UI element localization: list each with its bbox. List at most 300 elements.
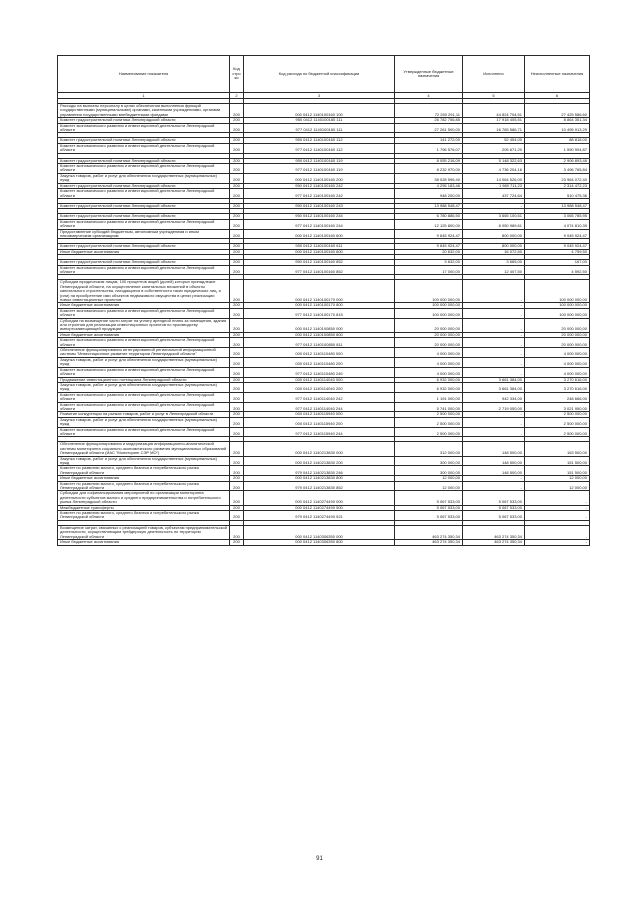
row-name: Обеспечение функционирования интегрированной региональной информационной системы "Инвестиционное развитие территории Ленинградской области" [58,348,230,358]
row-unexecuted: 3 065 785,95 [525,214,590,219]
row-executed: - [463,203,525,208]
row-code: 200 [230,203,244,208]
row-kbk: 000 0412 1140115940 200 [244,417,395,427]
row-kbk: 977 0412 1140100160 852 [244,265,395,275]
row-executed: 8 050 989,61 [463,219,525,229]
row-code: 200 [230,402,244,412]
row-executed: - [463,280,525,303]
row-executed: - [463,427,525,437]
row-code: 200 [230,491,244,505]
row-executed: 3 665,00 [463,260,525,265]
row-approved: 1 796 576,07 [395,143,463,153]
row-kbk: 000 0412 1140100170 800 [244,303,395,308]
row-unexecuted: 2 500 000,00 [525,427,590,437]
row-unexecuted: 9 045 924,47 [525,244,590,249]
row-unexecuted: 510 475,36 [525,189,590,199]
row-name: Комитет по развитию малого, среднего бизнеса и потребительского рынка Ленинградской области [58,481,230,491]
row-executed: 148 500,00 [463,442,525,456]
row-code: 200 [230,249,244,254]
row-name: Комитет экономического развития и инвестиционной деятельности Ленинградской области [58,338,230,348]
table-row [58,357,590,367]
column-number: 6 [525,93,590,99]
row-code: 200 [230,164,244,174]
row-name: Закупка товаров, работ и услуг для обеспечения государственных (муниципальных) нужд [58,357,230,367]
row-kbk: 979 0412 1140213830 852 [244,481,395,491]
column-number: 4 [395,93,463,99]
row-name: Иные бюджетные ассигнования [58,303,230,308]
row-executed: 17 918 405,51 [463,118,525,123]
row-code: 200 [230,338,244,348]
row-approved: 12 000,00 [395,481,463,491]
row-approved: 5 067 533,00 [395,511,463,521]
row-name: Предоставление субсидий бюджетным, автономным учреждениям и иным некоммерческим организациям [58,229,230,239]
row-approved: 13 988 548,47 [395,203,463,208]
row-unexecuted: 3 270 616,00 [525,382,590,392]
table-row [58,511,590,521]
row-unexecuted: 100 000 000,00 [525,280,590,303]
row-code: 200 [230,476,244,481]
row-approved: 27 261 500,00 [395,123,463,133]
row-kbk: 950 0412 1140100160 244 [244,214,395,219]
row-executed: - [463,412,525,417]
row-kbk: 950 0412 1140100160 242 [244,183,395,188]
row-executed: - [463,332,525,337]
row-kbk: 977 0412 1140100160 112 [244,143,395,153]
row-unexecuted: 2 314 472,23 [525,183,590,188]
row-kbk: 000 0412 1140100170 000 [244,280,395,303]
row-executed: - [463,417,525,427]
row-unexecuted: 8 864 351,34 [525,118,590,123]
row-unexecuted: 10 495 913,29 [525,123,590,133]
row-executed: 1 980 711,23 [463,183,525,188]
row-kbk: 979 0412 1140274490 521 [244,511,395,521]
row-kbk: 977 0412 1140114040 244 [244,402,395,412]
row-code: 200 [230,525,244,539]
row-code: 200 [230,303,244,308]
row-unexecuted: 20 000 000,00 [525,318,590,332]
row-executed: - [463,481,525,491]
row-executed: 5 067 533,00 [463,491,525,505]
row-executed: 463 274 350,34 [463,525,525,539]
row-unexecuted: 151 500,00 [525,466,590,476]
row-approved: 12 125 800,00 [395,219,463,229]
table-row [58,265,590,275]
row-approved: 8 232 970,00 [395,164,463,174]
row-approved: 100 000 000,00 [395,308,463,318]
row-code: 200 [230,392,244,402]
row-code: 200 [230,229,244,239]
row-unexecuted: 163 500,00 [525,442,590,456]
row-unexecuted: 4 000 000,00 [525,367,590,377]
row-name: Возмещение затрат, связанных с реализацией товаров, субъектам предпринимательской деятельности, осуществляющим трейдерскую деятельность по территории Ленинградской области [58,525,230,539]
row-code: 200 [230,382,244,392]
row-code: 200 [230,540,244,545]
table-row [58,367,590,377]
row-unexecuted: 248 666,00 [525,392,590,402]
row-unexecuted: - [525,505,590,510]
row-unexecuted: 167,00 [525,260,590,265]
row-executed: 16 765 586,71 [463,123,525,133]
row-kbk: 000 0412 1140114040 200 [244,382,395,392]
row-code: 200 [230,481,244,491]
row-name: Иные бюджетные ассигнования [58,540,230,545]
row-approved: 20 000 000,00 [395,338,463,348]
row-unexecuted: 4 074 810,39 [525,219,590,229]
row-approved: 948 200,00 [395,189,463,199]
row-kbk: 000 0412 1140110480 000 [244,348,395,358]
row-approved: 5 741 000,00 [395,402,463,412]
row-name: Закупка товаров, работ и услуг для обеспечения государственных (муниципальных) нужд [58,456,230,466]
row-code: 200 [230,118,244,123]
row-executed: 3 665 100,61 [463,214,525,219]
table-row [58,392,590,402]
row-name: Комитет градостроительной политики Ленинградской области [58,183,230,188]
row-name: Комитет по развитию малого, среднего бизнеса и потребительского рынка Ленинградской области [58,511,230,521]
row-executed: 3 661 384,00 [463,382,525,392]
row-name: Комитет экономического развития и инвестиционной деятельности Ленинградской области [58,265,230,275]
row-executed: 2 719 050,00 [463,402,525,412]
table-row [58,525,590,539]
row-name: Комитет экономического развития и инвестиционной деятельности Ленинградской области [58,189,230,199]
row-name: Комитет экономического развития и инвестиционной деятельности Ленинградской области [58,402,230,412]
row-approved: 9 845 924,47 [395,244,463,249]
table-row [58,491,590,505]
table-row [58,377,590,382]
table-row [58,143,590,153]
table-row [58,280,590,303]
row-kbk: 000 0412 1140306350 000 [244,525,395,539]
row-code: 200 [230,348,244,358]
row-name: Комитет градостроительной политики Ленинградской области [58,244,230,249]
row-executed: 942 334,00 [463,392,525,402]
row-executed: 148 500,00 [463,466,525,476]
row-kbk: 977 0412 1140100160 119 [244,164,395,174]
row-kbk: 000 0412 1140100160 800 [244,249,395,254]
row-name: Продвижение инвестиционного потенциала Ленинградской области [58,377,230,382]
row-approved: 100 000 000,00 [395,303,463,308]
row-executed: - [463,348,525,358]
row-approved: 5 067 533,00 [395,505,463,510]
table-row [58,189,590,199]
row-code: 200 [230,511,244,521]
row-unexecuted: 12 000,00 [525,476,590,481]
row-name: Комитет экономического развития и инвестиционной деятельности Ленинградской области [58,308,230,318]
row-kbk: 977 0412 1140100160 244 [244,219,395,229]
row-approved: 1 191 000,00 [395,392,463,402]
row-executed: 148 500,00 [463,456,525,466]
row-executed: 14 064 526,00 [463,173,525,183]
row-approved: 5 067 533,00 [395,491,463,505]
row-unexecuted: - [525,525,590,539]
row-code: 200 [230,427,244,437]
table-row [58,540,590,545]
row-name: Комитет градостроительной политики Ленинградской области [58,260,230,265]
row-approved: 463 274 350,34 [395,525,463,539]
row-unexecuted: 2 500 000,00 [525,417,590,427]
row-kbk: 000 0412 1140306350 800 [244,540,395,545]
row-approved: 17 000,00 [395,265,463,275]
table-row [58,244,590,249]
row-unexecuted: 4 000 000,00 [525,348,590,358]
row-executed: 800 000,00 [463,244,525,249]
row-kbk: 977 0412 1140100160 242 [244,189,395,199]
row-approved: 20 000 000,00 [395,332,463,337]
row-name: Иные бюджетные ассигнования [58,249,230,254]
row-executed: - [463,303,525,308]
row-kbk: 950 0412 1140100160 852 [244,260,395,265]
row-kbk: 977 0412 1140114040 242 [244,392,395,402]
row-code: 200 [230,189,244,199]
row-unexecuted: 3 496 765,84 [525,164,590,174]
row-executed: 52 454,00 [463,138,525,143]
row-kbk: 977 0412 1140100160 111 [244,123,395,133]
row-unexecuted: 27 425 586,60 [525,104,590,118]
row-code: 200 [230,214,244,219]
row-approved: 6 780 886,50 [395,214,463,219]
row-code: 200 [230,138,244,143]
row-executed: 437 724,64 [463,189,525,199]
row-executed: - [463,367,525,377]
row-name: Комитет градостроительной политики Ленинградской области [58,203,230,208]
row-kbk: 977 0412 1140100850 811 [244,338,395,348]
row-executed: 463 274 350,34 [463,540,525,545]
table-row [58,173,590,183]
row-executed: 4 736 204,16 [463,164,525,174]
row-name: Закупка товаров, работ и услуг для обеспечения государственных (муниципальных) нужд [58,173,230,183]
row-code: 200 [230,143,244,153]
row-unexecuted: 4 759,50 [525,249,590,254]
row-kbk: 000 0412 1140115940 000 [244,412,395,417]
row-approved: 463 274 350,34 [395,540,463,545]
table-row [58,308,590,318]
row-code: 200 [230,260,244,265]
row-name: Комитет экономического развития и инвестиционной деятельности Ленинградской области [58,164,230,174]
page-number: 91 [316,856,323,862]
row-executed: 3 661 384,00 [463,377,525,382]
row-name: Комитет экономического развития и инвестиционной деятельности Ленинградской области [58,427,230,437]
row-code: 200 [230,265,244,275]
row-unexecuted: 9 045 924,47 [525,229,590,239]
row-approved: 2 500 000,00 [395,427,463,437]
table-row [58,138,590,143]
row-executed: - [463,476,525,481]
header-name: Наименование показателя [58,56,230,93]
row-executed: 205 671,20 [463,143,525,153]
row-code: 200 [230,466,244,476]
row-unexecuted: 20 000 000,00 [525,338,590,348]
row-executed: 44 824 704,51 [463,104,525,118]
row-kbk: 000 0412 1140213830 000 [244,442,395,456]
row-code: 200 [230,104,244,118]
row-name: Комитет экономического развития и инвестиционной деятельности Ленинградской области [58,143,230,153]
table-row [58,338,590,348]
row-approved: 38 028 596,40 [395,173,463,183]
row-code: 200 [230,183,244,188]
row-approved: 100 000 000,00 [395,280,463,303]
row-name: Расходы на выплаты персоналу в целях обеспечения выполнения функций государственными (муниципальными) органами, казенными учреждениями, органами управления государственными внебюджетными фондами [58,104,230,118]
row-approved: 312 000,00 [395,442,463,456]
row-approved: 2 500 000,00 [395,417,463,427]
row-executed: - [463,338,525,348]
row-name: Закупка товаров, работ и услуг для обеспечения государственных (муниципальных) нужд [58,417,230,427]
row-code: 200 [230,318,244,332]
row-name: Закупка товаров, работ и услуг для обеспечения государственных (муниципальных) нужд [58,382,230,392]
row-executed: - [463,318,525,332]
row-unexecuted: 3 021 950,00 [525,402,590,412]
row-name: Комитет экономического развития и инвестиционной деятельности Ленинградской области [58,392,230,402]
table-row [58,229,590,239]
table-row [58,118,590,123]
row-name: Развитие конкуренции на рынках товаров, работ и услуг в Ленинградской области [58,412,230,417]
table-row [58,183,590,188]
row-executed: 16 072,50 [463,249,525,254]
row-code: 200 [230,244,244,249]
row-kbk: 000 0412 1140100850 800 [244,332,395,337]
table-row [58,348,590,358]
row-name: Субсидии юридическим лицам, 100 процентов акций (долей) которых принадлежит Ленинградской области, на осуществление капитальных вложений в объекты капитального строительства, находящиеся в собственности таких юридических лиц, и (или) на приобретение ими объектов недвижимого имущества в целях реализации новых инвестиционных проектов [58,280,230,303]
row-code: 200 [230,456,244,466]
row-approved: 300 000,00 [395,456,463,466]
column-number: 3 [244,93,395,99]
row-approved: 26 782 756,85 [395,118,463,123]
row-unexecuted: - [525,511,590,521]
row-unexecuted: - [525,540,590,545]
row-approved: 8 055 216,09 [395,158,463,163]
row-approved: 20 000 000,00 [395,318,463,332]
row-kbk: 000 0412 1140100160 200 [244,173,395,183]
row-kbk: 000 0412 1140110480 200 [244,357,395,367]
row-name: Субсидии на возмещение части затрат на уплату арендной платы за помещения, здания или строения для реализации инвестиционных проектов по производству импортозамещающей продукции [58,318,230,332]
table-row [58,466,590,476]
row-code: 200 [230,412,244,417]
row-approved: 4 000 000,00 [395,348,463,358]
row-executed: 5 067 533,00 [463,511,525,521]
table-row [58,158,590,163]
header-classification: Код расхода по бюджетной классификации [244,56,395,93]
table-row [58,382,590,392]
row-name: Субсидии для софинансирования мероприятий по организации мониторинга деятельности субъектов малого и среднего предпринимательства и потребительского рынка Ленинградской области [58,491,230,505]
row-name: Обеспечение функционирования и модернизация информационно-аналитической системы мониторинга социально-экономического развития муниципальных образований Ленинградской области (ИАС "Мониторинг СЭР МО") [58,442,230,456]
row-name: Комитет экономического развития и инвестиционной деятельности Ленинградской области [58,219,230,229]
row-name: Комитет градостроительной политики Ленинградской области [58,118,230,123]
row-code: 200 [230,367,244,377]
table-row [58,123,590,133]
table-row [58,214,590,219]
table-row [58,456,590,466]
header-approved: Утвержденные бюджетные назначения [395,56,463,93]
row-approved: 3 632,00 [395,260,463,265]
row-approved: 141 272,00 [395,138,463,143]
table-row [58,417,590,427]
row-approved: 6 932 000,00 [395,377,463,382]
column-number: 5 [463,93,525,99]
row-kbk: 000 0412 1140114040 000 [244,377,395,382]
row-kbk: 000 0412 1140213830 800 [244,476,395,481]
row-unexecuted: 100 000 000,00 [525,303,590,308]
row-code: 200 [230,417,244,427]
row-approved: 300 000,00 [395,466,463,476]
row-code: 200 [230,505,244,510]
header-code: Код стро ки [230,56,244,93]
row-kbk: 000 0412 1140213830 200 [244,456,395,466]
row-kbk: 950 0412 1140100160 119 [244,158,395,163]
row-executed: 5 067 533,00 [463,505,525,510]
row-executed: 5 148 322,63 [463,158,525,163]
row-kbk: 977 0412 1140110480 246 [244,367,395,377]
row-kbk: 000 0412 1140100160 600 [244,229,395,239]
row-name: Комитет градостроительной политики Ленинградской области [58,214,230,219]
row-name: Иные бюджетные ассигнования [58,476,230,481]
table-row [58,219,590,229]
row-kbk: 950 0412 1140100160 611 [244,244,395,249]
row-unexecuted: 12 000,00 [525,481,590,491]
table-row [58,164,590,174]
header-unexecuted: Неисполненные назначения [525,56,590,93]
row-unexecuted: 20 000 000,00 [525,332,590,337]
row-unexecuted: 2 906 893,46 [525,158,590,163]
row-name: Иные бюджетные ассигнования [58,332,230,337]
row-code: 200 [230,377,244,382]
table-row [58,104,590,118]
row-unexecuted: 151 500,00 [525,456,590,466]
row-unexecuted: 13 988 548,47 [525,203,590,208]
row-approved: 72 250 291,11 [395,104,463,118]
row-code: 200 [230,442,244,456]
row-kbk: 000 0412 1140100160 100 [244,104,395,118]
row-unexecuted: - [525,491,590,505]
row-name: Комитет градостроительной политики Ленинградской области [58,158,230,163]
column-number: 1 [58,93,230,99]
row-unexecuted: 88 818,00 [525,138,590,143]
row-unexecuted: 2 500 000,00 [525,412,590,417]
row-unexecuted: 4 000 000,00 [525,357,590,367]
row-unexecuted: 1 590 904,87 [525,143,590,153]
row-code: 200 [230,308,244,318]
table-row [58,402,590,412]
row-code: 200 [230,158,244,163]
row-code: 200 [230,280,244,303]
row-executed: 800 000,00 [463,229,525,239]
row-unexecuted: 4 592,50 [525,265,590,275]
table-row [58,442,590,456]
row-kbk: 950 0412 1140100160 243 [244,203,395,208]
table-row [58,318,590,332]
row-kbk: 977 0412 1140115940 244 [244,427,395,437]
table-row [58,481,590,491]
row-name: Комитет экономического развития и инвестиционной деятельности Ленинградской области [58,123,230,133]
table-row [58,427,590,437]
row-kbk: 950 0412 1140100160 112 [244,138,395,143]
row-approved: 4 000 000,00 [395,357,463,367]
row-approved: 9 845 924,47 [395,229,463,239]
row-code: 200 [230,173,244,183]
row-name: Межбюджетные трансферты [58,505,230,510]
row-kbk: 000 0412 1140274490 500 [244,505,395,510]
table-row [58,260,590,265]
row-kbk: 977 0412 1140100170 815 [244,308,395,318]
row-code: 200 [230,219,244,229]
row-approved: 2 500 000,00 [395,412,463,417]
row-unexecuted: 3 270 616,00 [525,377,590,382]
row-unexecuted: 100 000 000,00 [525,308,590,318]
column-number: 2 [230,93,244,99]
row-unexecuted: 23 964 072,40 [525,173,590,183]
row-name: Комитет градостроительной политики Ленинградской области [58,138,230,143]
header-row [58,56,590,93]
row-executed: - [463,357,525,367]
row-approved: 12 000,00 [395,476,463,481]
row-name: Комитет экономического развития и инвестиционной деятельности Ленинградской области [58,367,230,377]
